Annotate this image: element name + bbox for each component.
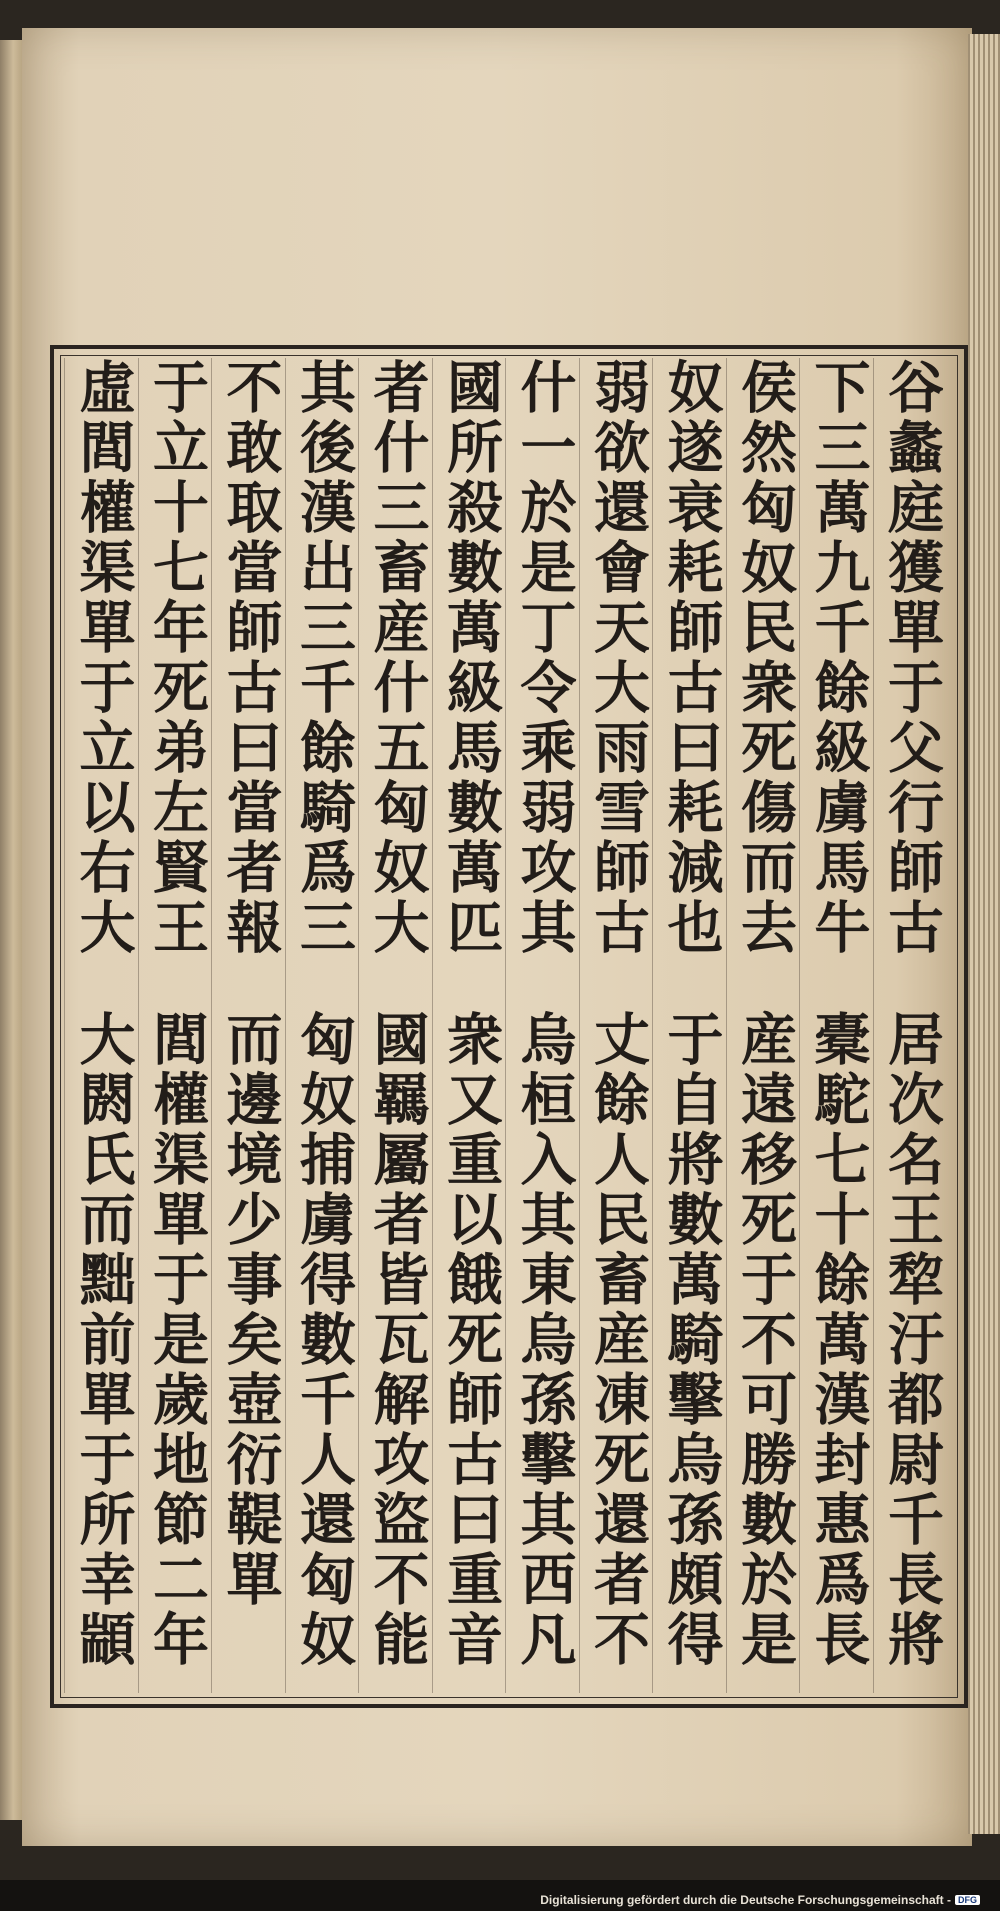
- text-column: 者什三畜産什五匈奴大: [364, 358, 431, 958]
- text-column-lower: 烏桓入其東烏孫擊其西凡: [511, 1010, 578, 1670]
- text-column: 谷蠡庭獲單于父行師古: [879, 358, 945, 958]
- text-column: 弱欲還會天大雨雪師古: [585, 358, 651, 958]
- column-rule: [64, 358, 65, 1693]
- text-column-lower: 衆又重以餓死師古曰重音: [438, 1010, 504, 1670]
- page-stack-edge: [968, 34, 1000, 1834]
- text-column-lower: 丈餘人民畜産凍死還者不: [585, 1010, 651, 1670]
- digitization-credit: [540, 1893, 980, 1907]
- text-column: 國所殺數萬級馬數萬匹: [438, 358, 504, 958]
- text-column: 于立十七年死弟左賢王: [144, 358, 210, 958]
- dfg-logo: DFG: [955, 1895, 980, 1905]
- text-column: 侯然匈奴民衆死傷而去: [732, 358, 798, 958]
- text-column-lower: 于自將數萬騎擊烏孫頗得: [658, 1010, 725, 1670]
- text-column-lower: 而邊境少事矣壺衍鞮單: [217, 1010, 284, 1610]
- text-column-lower: 閭權渠單于是歲地節二年: [144, 1010, 210, 1670]
- text-column: 奴遂衰耗師古曰耗減也: [658, 358, 725, 958]
- text-column-lower: 産遠移死于不可勝數於是: [732, 1010, 798, 1670]
- text-column: 虛閭權渠單于立以右大: [70, 358, 137, 958]
- text-column: 其後漢出三千餘騎爲三: [291, 358, 357, 958]
- text-column-lower: 國羈屬者皆瓦解攻盜不能: [364, 1010, 431, 1670]
- credit-text: Digitalisierung gefördert durch die Deutsche Forschungsgemeinschaft -: [540, 1893, 951, 1907]
- text-column: 下三萬九千餘級虜馬牛: [805, 358, 872, 958]
- text-column-lower: 大閼氏而黜前單于所幸顓: [70, 1010, 137, 1670]
- text-column: 什一於是丁令乘弱攻其: [511, 358, 578, 958]
- text-column-lower: 居次名王犂汙都尉千長將: [879, 1010, 945, 1670]
- text-column-lower: 匈奴捕虜得數千人還匈奴: [291, 1010, 357, 1670]
- previous-page-edge: [0, 40, 22, 1820]
- text-column: 不敢取當師古曰當者報: [217, 358, 284, 958]
- text-column-lower: 橐駝七十餘萬漢封惠爲長: [805, 1010, 872, 1670]
